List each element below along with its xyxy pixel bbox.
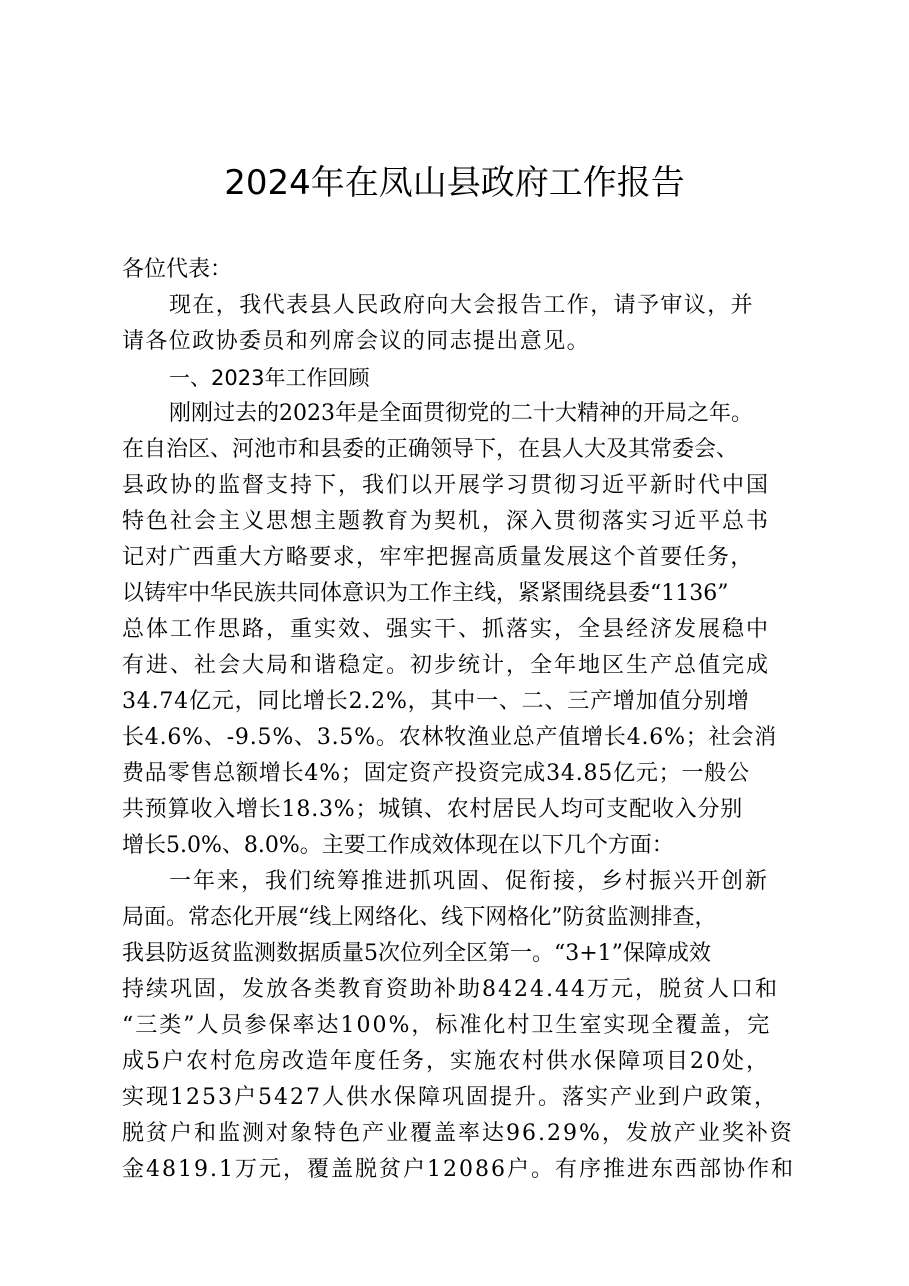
paragraph-line: 脱贫户和监测对象特色产业覆盖率达96.29%，发放产业奖补资	[122, 1121, 794, 1146]
paragraph-line: 现在，我代表县人民政府向大会报告工作，请予审议，并	[169, 293, 755, 318]
paragraph-line: “三类”人员参保率达100%，标准化村卫生室实现全覆盖，完	[122, 1013, 772, 1038]
paragraph-line: 共预算收入增长18.3%；城镇、农村居民人均可支配收入分别	[122, 797, 744, 822]
paragraph-line: 总体工作思路，重实效、强实干、抓落实，全县经济发展稳中	[122, 617, 771, 642]
paragraph-line: 县政协的监督支持下，我们以开展学习贯彻习近平新时代中国	[122, 473, 771, 498]
paragraph-line: 成5户农村危房改造年度任务，实施农村供水保障项目20处，	[122, 1049, 770, 1074]
paragraph-line: 34.74亿元，同比增长2.2%，其中一、二、三产增加值分别增	[122, 689, 750, 714]
section-heading: 一、2023年工作回顾	[169, 366, 370, 390]
paragraph-line: 一年来，我们统筹推进抓巩固、促衔接，乡村振兴开创新	[169, 869, 770, 894]
paragraph-line: 局面。常态化开展“线上网络化、线下网格化”防贫监测排查，	[122, 905, 717, 930]
paragraph-line: 金4819.1万元，覆盖脱贫户12086户。有序推进东西部协作和	[122, 1157, 795, 1182]
paragraph-line: 增长5.0%、8.0%。主要工作成效体现在以下几个方面：	[122, 833, 674, 858]
paragraph-line: 持续巩固，发放各类教育资助补助8424.44万元，脱贫人口和	[122, 977, 779, 1002]
paragraph-line: 实现1253户5427人供水保障巩固提升。落实产业到户政策，	[122, 1085, 778, 1110]
paragraph-line: 刚刚过去的2023年是全面贯彻党的二十大精神的开局之年。	[169, 401, 753, 426]
paragraph-line: 长4.6%、-9.5%、3.5%。农林牧渔业总产值增长4.6%；社会消	[122, 725, 778, 750]
paragraph-line: 特色社会主义思想主题教育为契机，深入贯彻落实习近平总书	[122, 509, 771, 534]
paragraph-line: 请各位政协委员和列席会议的同志提出意见。	[122, 329, 591, 354]
document-title: 2024年在凤山县政府工作报告	[224, 163, 685, 203]
paragraph-line: 以铸牢中华民族共同体意识为工作主线，紧紧围绕县委“1136”	[122, 581, 729, 606]
paragraph-line: 记对广西重大方略要求，牢牢把握高质量发展这个首要任务，	[122, 545, 754, 570]
paragraph-line: 我县防返贫监测数据质量5次位列全区第一。“3+1”保障成效	[122, 941, 711, 966]
paragraph-line: 费品零售总额增长4%；固定资产投资完成34.85亿元；一般公	[122, 761, 750, 786]
paragraph-line: 有进、社会大局和谐稳定。初步统计，全年地区生产总值完成	[122, 653, 771, 678]
paragraph-line: 在自治区、河池市和县委的正确领导下，在县人大及其常委会、	[122, 437, 739, 462]
document-body	[122, 252, 802, 1188]
salutation-line: 各位代表：	[122, 257, 233, 282]
